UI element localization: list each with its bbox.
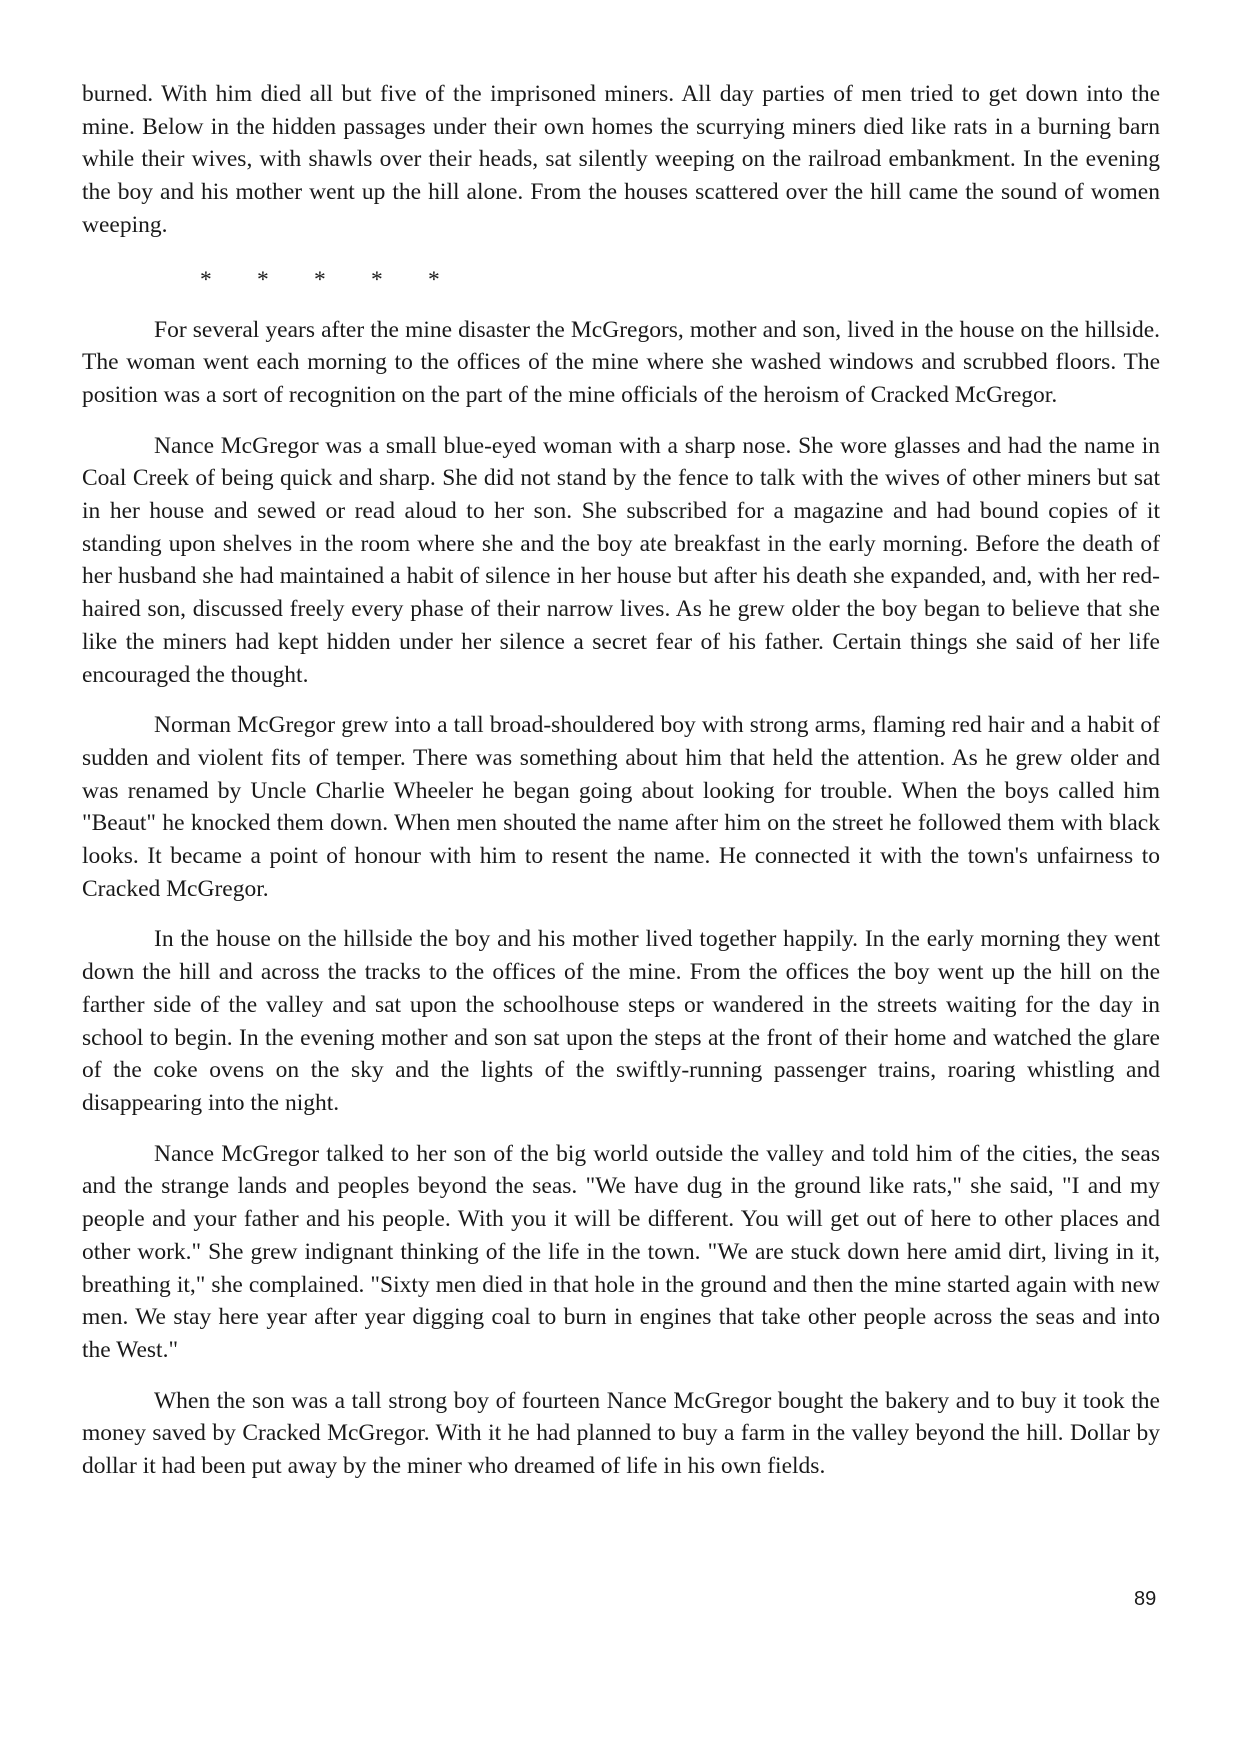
paragraph-1: burned. With him died all but five of the imprisoned miners. All day parties of men tried to get down into the mine. Below in the hidden passages under their own homes the scurrying miners died like rats in a burning barn while their wives, with shawls over their heads, sat silently weeping on the railroad embankment. In the evening the boy and his mother went up the hill alone. From the houses scattered over the hill came the sound of women weeping. [82, 81, 1160, 238]
paragraph-6: Nance McGregor talked to her son of the big world outside the valley and told him of the cities, the seas and the strange lands and peoples beyond the seas. "We have dug in the ground like rats," she said, "I and my people and your father and his people. With you it will be different. You will get out of here to other places and other work." She grew indignant thinking of the life in the town. "We are stuck down here amid dirt, living in it, breathing it," she complained. "Sixty men died in that hole in the ground and then the mine started again with new men. We stay here year after year digging coal to burn in engines that take other people across the seas and into the West." [82, 1140, 1160, 1363]
paragraph-7: When the son was a tall strong boy of fourteen Nance McGregor bought the bakery and to buy it took the money saved by Cracked McGregor. With it he had planned to buy a farm in the valley beyond the hill. Dollar by dollar it had been put away by the miner who dreamed of life in his own fields. [82, 1387, 1160, 1480]
separator-asterisk: * [200, 266, 212, 293]
section-separator [82, 260, 1160, 300]
separator-asterisk: * [428, 266, 440, 293]
paragraph-3: Nance McGregor was a small blue-eyed woman with a sharp nose. She wore glasses and had the name in Coal Creek of being quick and sharp. She did not stand by the fence to talk with the wives of other miners but sat in her house and sewed or read aloud to her son. She subscribed for a magazine and had bound copies of it standing upon shelves in the room where she and the boy ate breakfast in the early morning. Before the death of her husband she had maintained a habit of silence in her house but after his death she expanded, and, with her red-haired son, discussed freely every phase of their narrow lives. As he grew older the boy began to believe that she like the miners had kept hidden under her silence a secret fear of his father. Certain things she said of her life encouraged the thought. [82, 432, 1160, 688]
separator-asterisk: * [371, 266, 383, 293]
paragraph-2: For several years after the mine disaster the McGregors, mother and son, lived in the house on the hillside. The woman went each morning to the offices of the mine where she washed windows and scrubbed floors. The position was a sort of recognition on the part of the mine officials of the heroism of Cracked McGregor. [82, 316, 1160, 408]
page-number: 89 [1134, 1588, 1157, 1610]
page-body [82, 78, 1160, 1501]
paragraph-5: In the house on the hillside the boy and his mother lived together happily. In the early morning they went down the hill and across the tracks to the offices of the mine. From the offices the boy went up the hill on the farther side of the valley and sat upon the schoolhouse steps or wandered in the streets waiting for the day in school to begin. In the evening mother and son sat upon the steps at the front of their home and watched the glare of the coke ovens on the sky and the lights of the swiftly-running passenger trains, roaring whistling and disappearing into the night. [82, 926, 1160, 1116]
separator-asterisk: * [314, 266, 326, 293]
separator-asterisk: * [257, 266, 269, 293]
paragraph-4: Norman McGregor grew into a tall broad-shouldered boy with strong arms, flaming red hair and a habit of sudden and violent fits of temper. There was something about him that held the attention. As he grew older and was renamed by Uncle Charlie Wheeler he began going about looking for trouble. When the boys called him "Beaut" he knocked them down. When men shouted the name after him on the street he followed them with black looks. It became a point of honour with him to resent the name. He connected it with the town's unfairness to Cracked McGregor. [82, 712, 1160, 902]
